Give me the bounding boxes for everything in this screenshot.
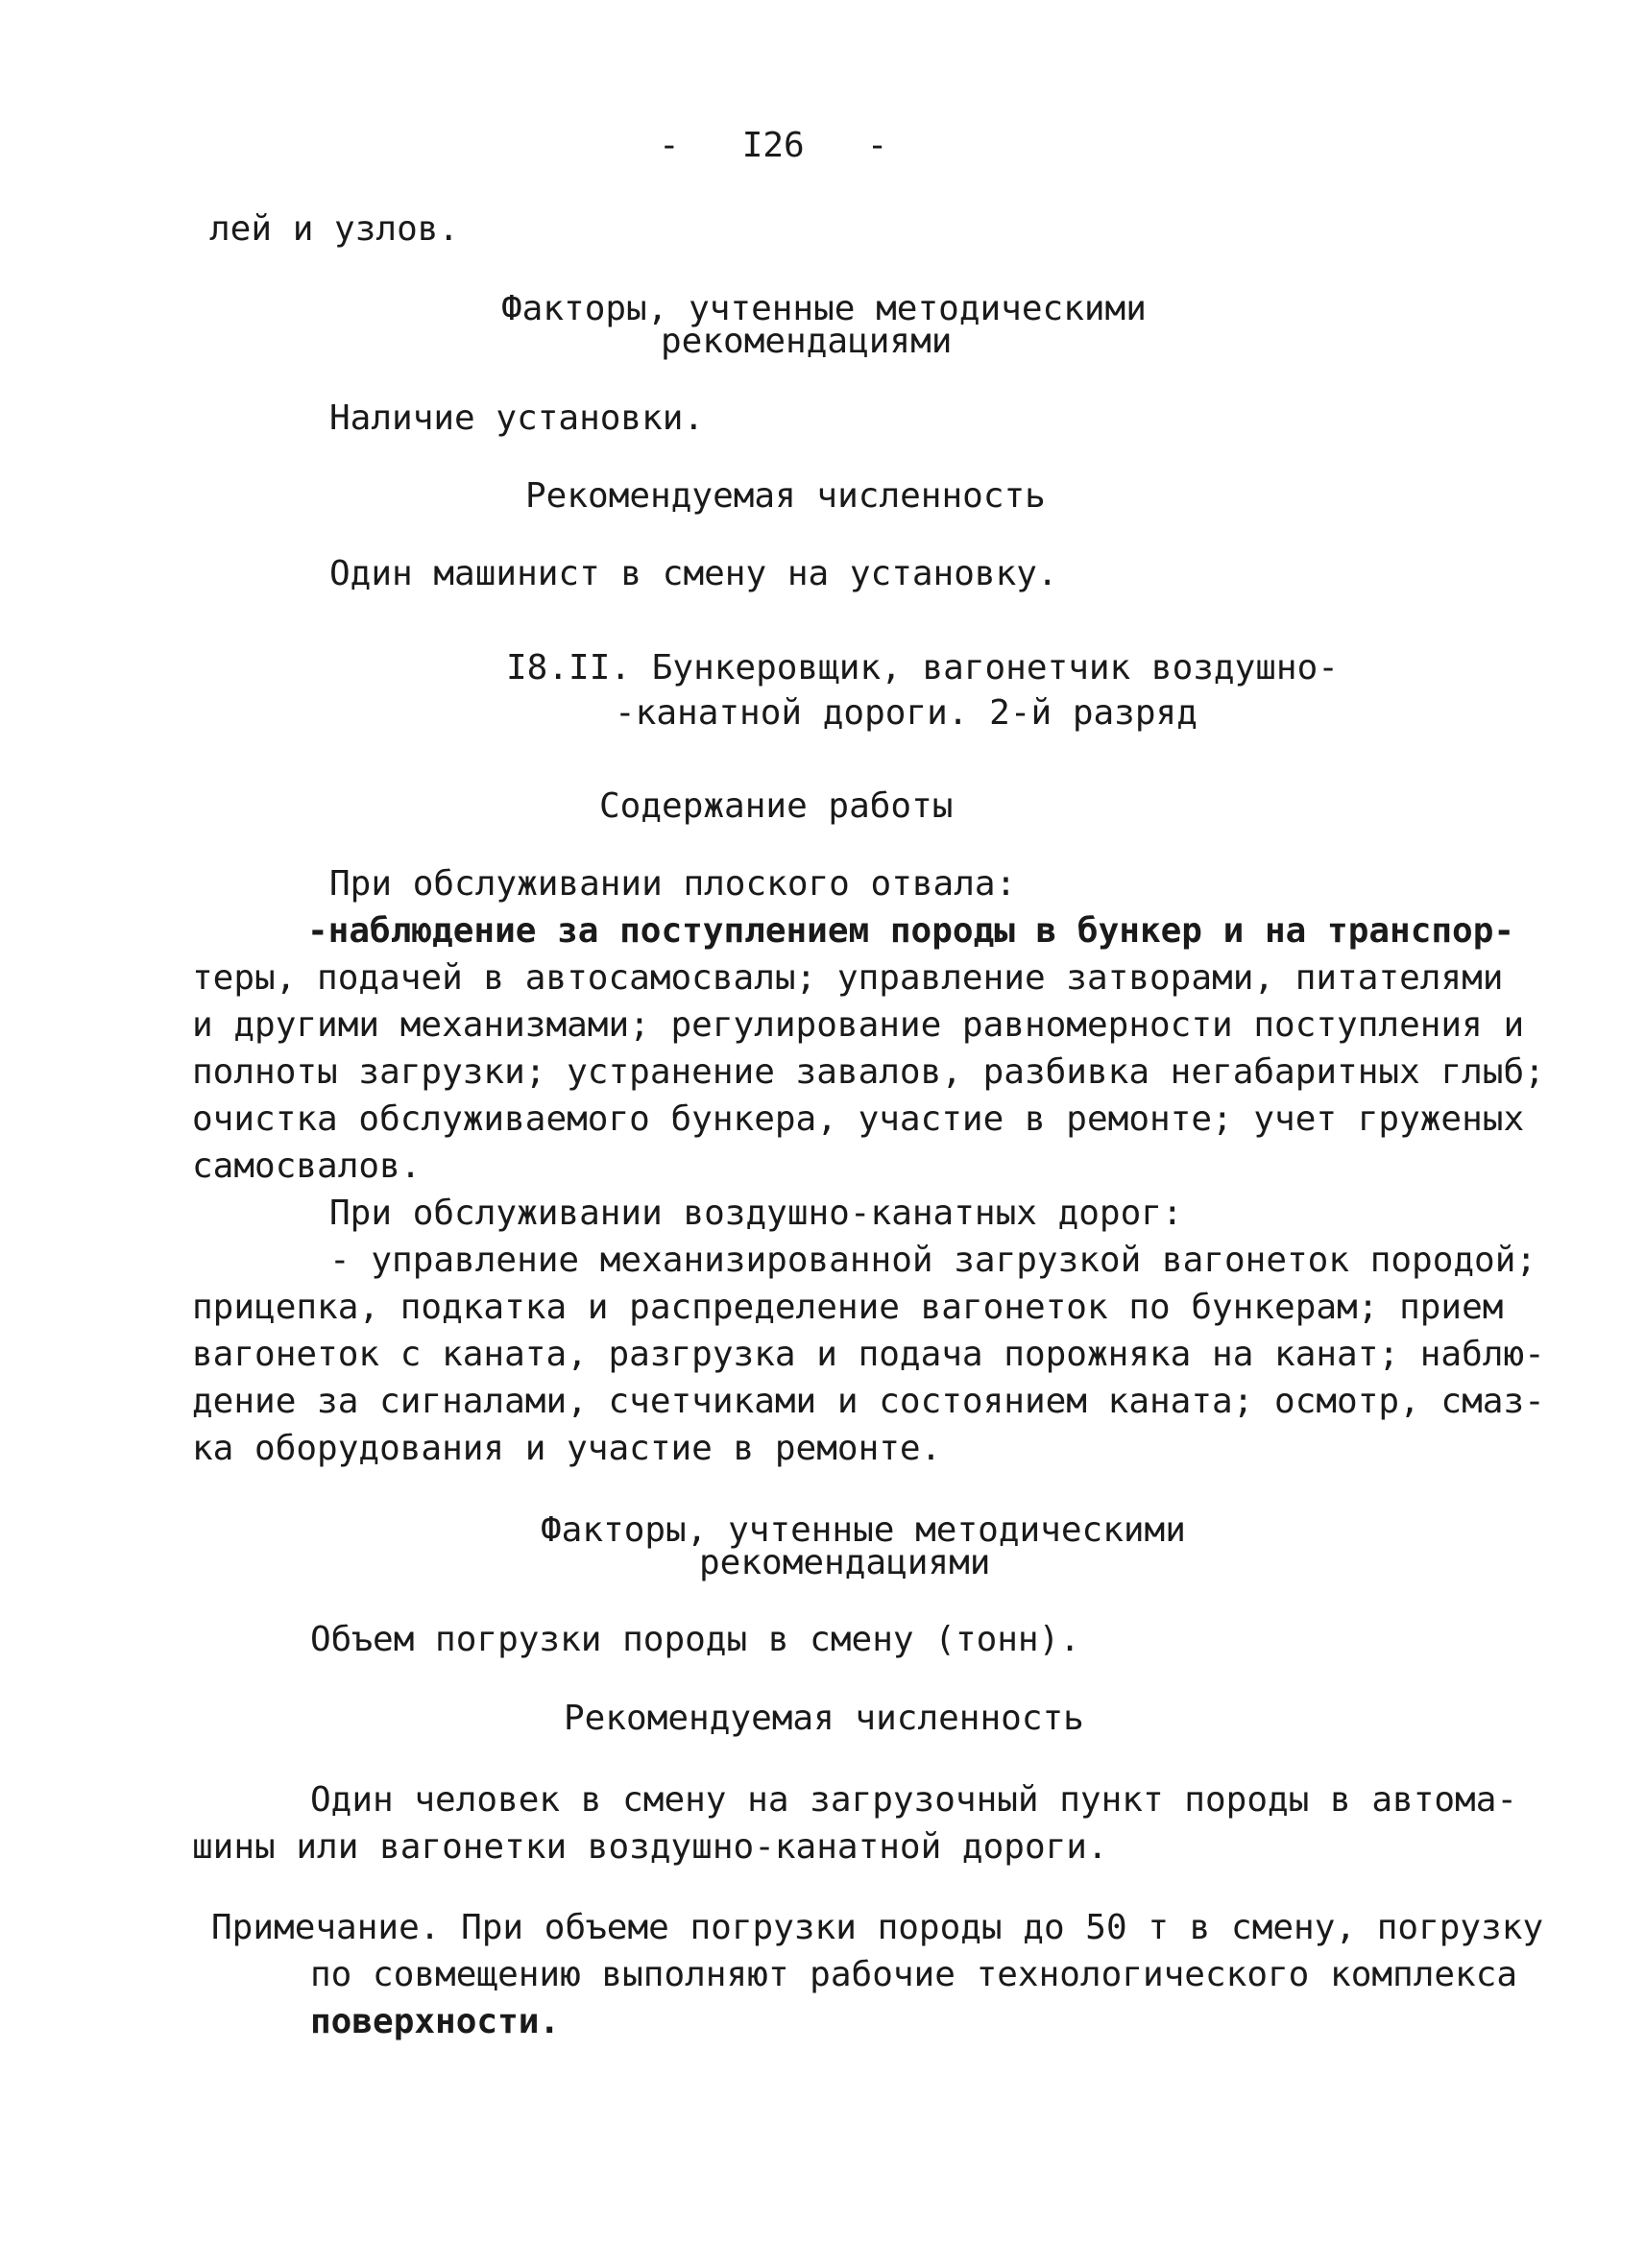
work-line: полноты загрузки; устранение завалов, разбивка негабаритных глыб; [192, 1052, 1545, 1092]
section-title-a: I8.II. Бункеровщик, вагонетчик воздушно- [506, 648, 1339, 688]
continuation-line: лей и узлов. [209, 209, 460, 249]
note-line: Примечание. При объеме погрузки породы до 50 т в смену, погрузку [211, 1908, 1544, 1947]
work-line: При обслуживании воздушно-канатных дорог: [329, 1194, 1183, 1233]
recommended-line: Один человек в смену на загрузочный пункт породы в автома- [310, 1780, 1518, 1820]
work-line: -наблюдение за поступлением породы в бункер и на транспор- [307, 911, 1515, 951]
recommended-heading-2: Рекомендуемая численность [564, 1699, 1084, 1738]
work-line: теры, подачей в автосамосвалы; управление затворами, питателями [192, 958, 1504, 998]
factors-text-2: Объем погрузки породы в смену (тонн). [310, 1620, 1080, 1659]
factors-heading-1b: рекомендациями [661, 322, 953, 361]
work-line: и другими механизмами; регулирование равномерности поступления и [192, 1005, 1525, 1045]
factors-heading-1a: Факторы, учтенные методическими [501, 289, 1147, 328]
factors-heading-2b: рекомендациями [699, 1543, 991, 1582]
note-line: поверхности. [310, 2002, 561, 2041]
work-line: вагонеток с каната, разгрузка и подача порожняка на канат; наблю- [192, 1335, 1545, 1374]
work-line: - управление механизированной загрузкой вагонеток породой; [329, 1241, 1537, 1280]
factors-text-1: Наличие установки. [329, 398, 705, 438]
work-line: дение за сигналами, счетчиками и состоянием каната; осмотр, смаз- [192, 1382, 1545, 1421]
recommended-text-1: Один машинист в смену на установку. [329, 554, 1058, 593]
work-line: При обслуживании плоского отвала: [329, 864, 1017, 904]
page-number: - I26 - [659, 126, 888, 165]
recommended-heading-1: Рекомендуемая численность [525, 476, 1046, 516]
work-line: очистка обслуживаемого бункера, участие в ремонте; учет груженых [192, 1099, 1525, 1139]
content-heading: Содержание работы [599, 786, 954, 826]
note-line: по совмещению выполняют рабочие технологического комплекса [310, 1955, 1518, 1994]
work-line: прицепка, подкатка и распределение вагонеток по бункерам; прием [192, 1288, 1504, 1327]
work-line: ка оборудования и участие в ремонте. [192, 1429, 942, 1468]
factors-heading-2a: Факторы, учтенные методическими [541, 1510, 1186, 1550]
section-title-b: -канатной дороги. 2-й разряд [615, 693, 1197, 733]
work-line: самосвалов. [192, 1146, 422, 1186]
recommended-line: шины или вагонетки воздушно-канатной дороги. [192, 1827, 1108, 1867]
